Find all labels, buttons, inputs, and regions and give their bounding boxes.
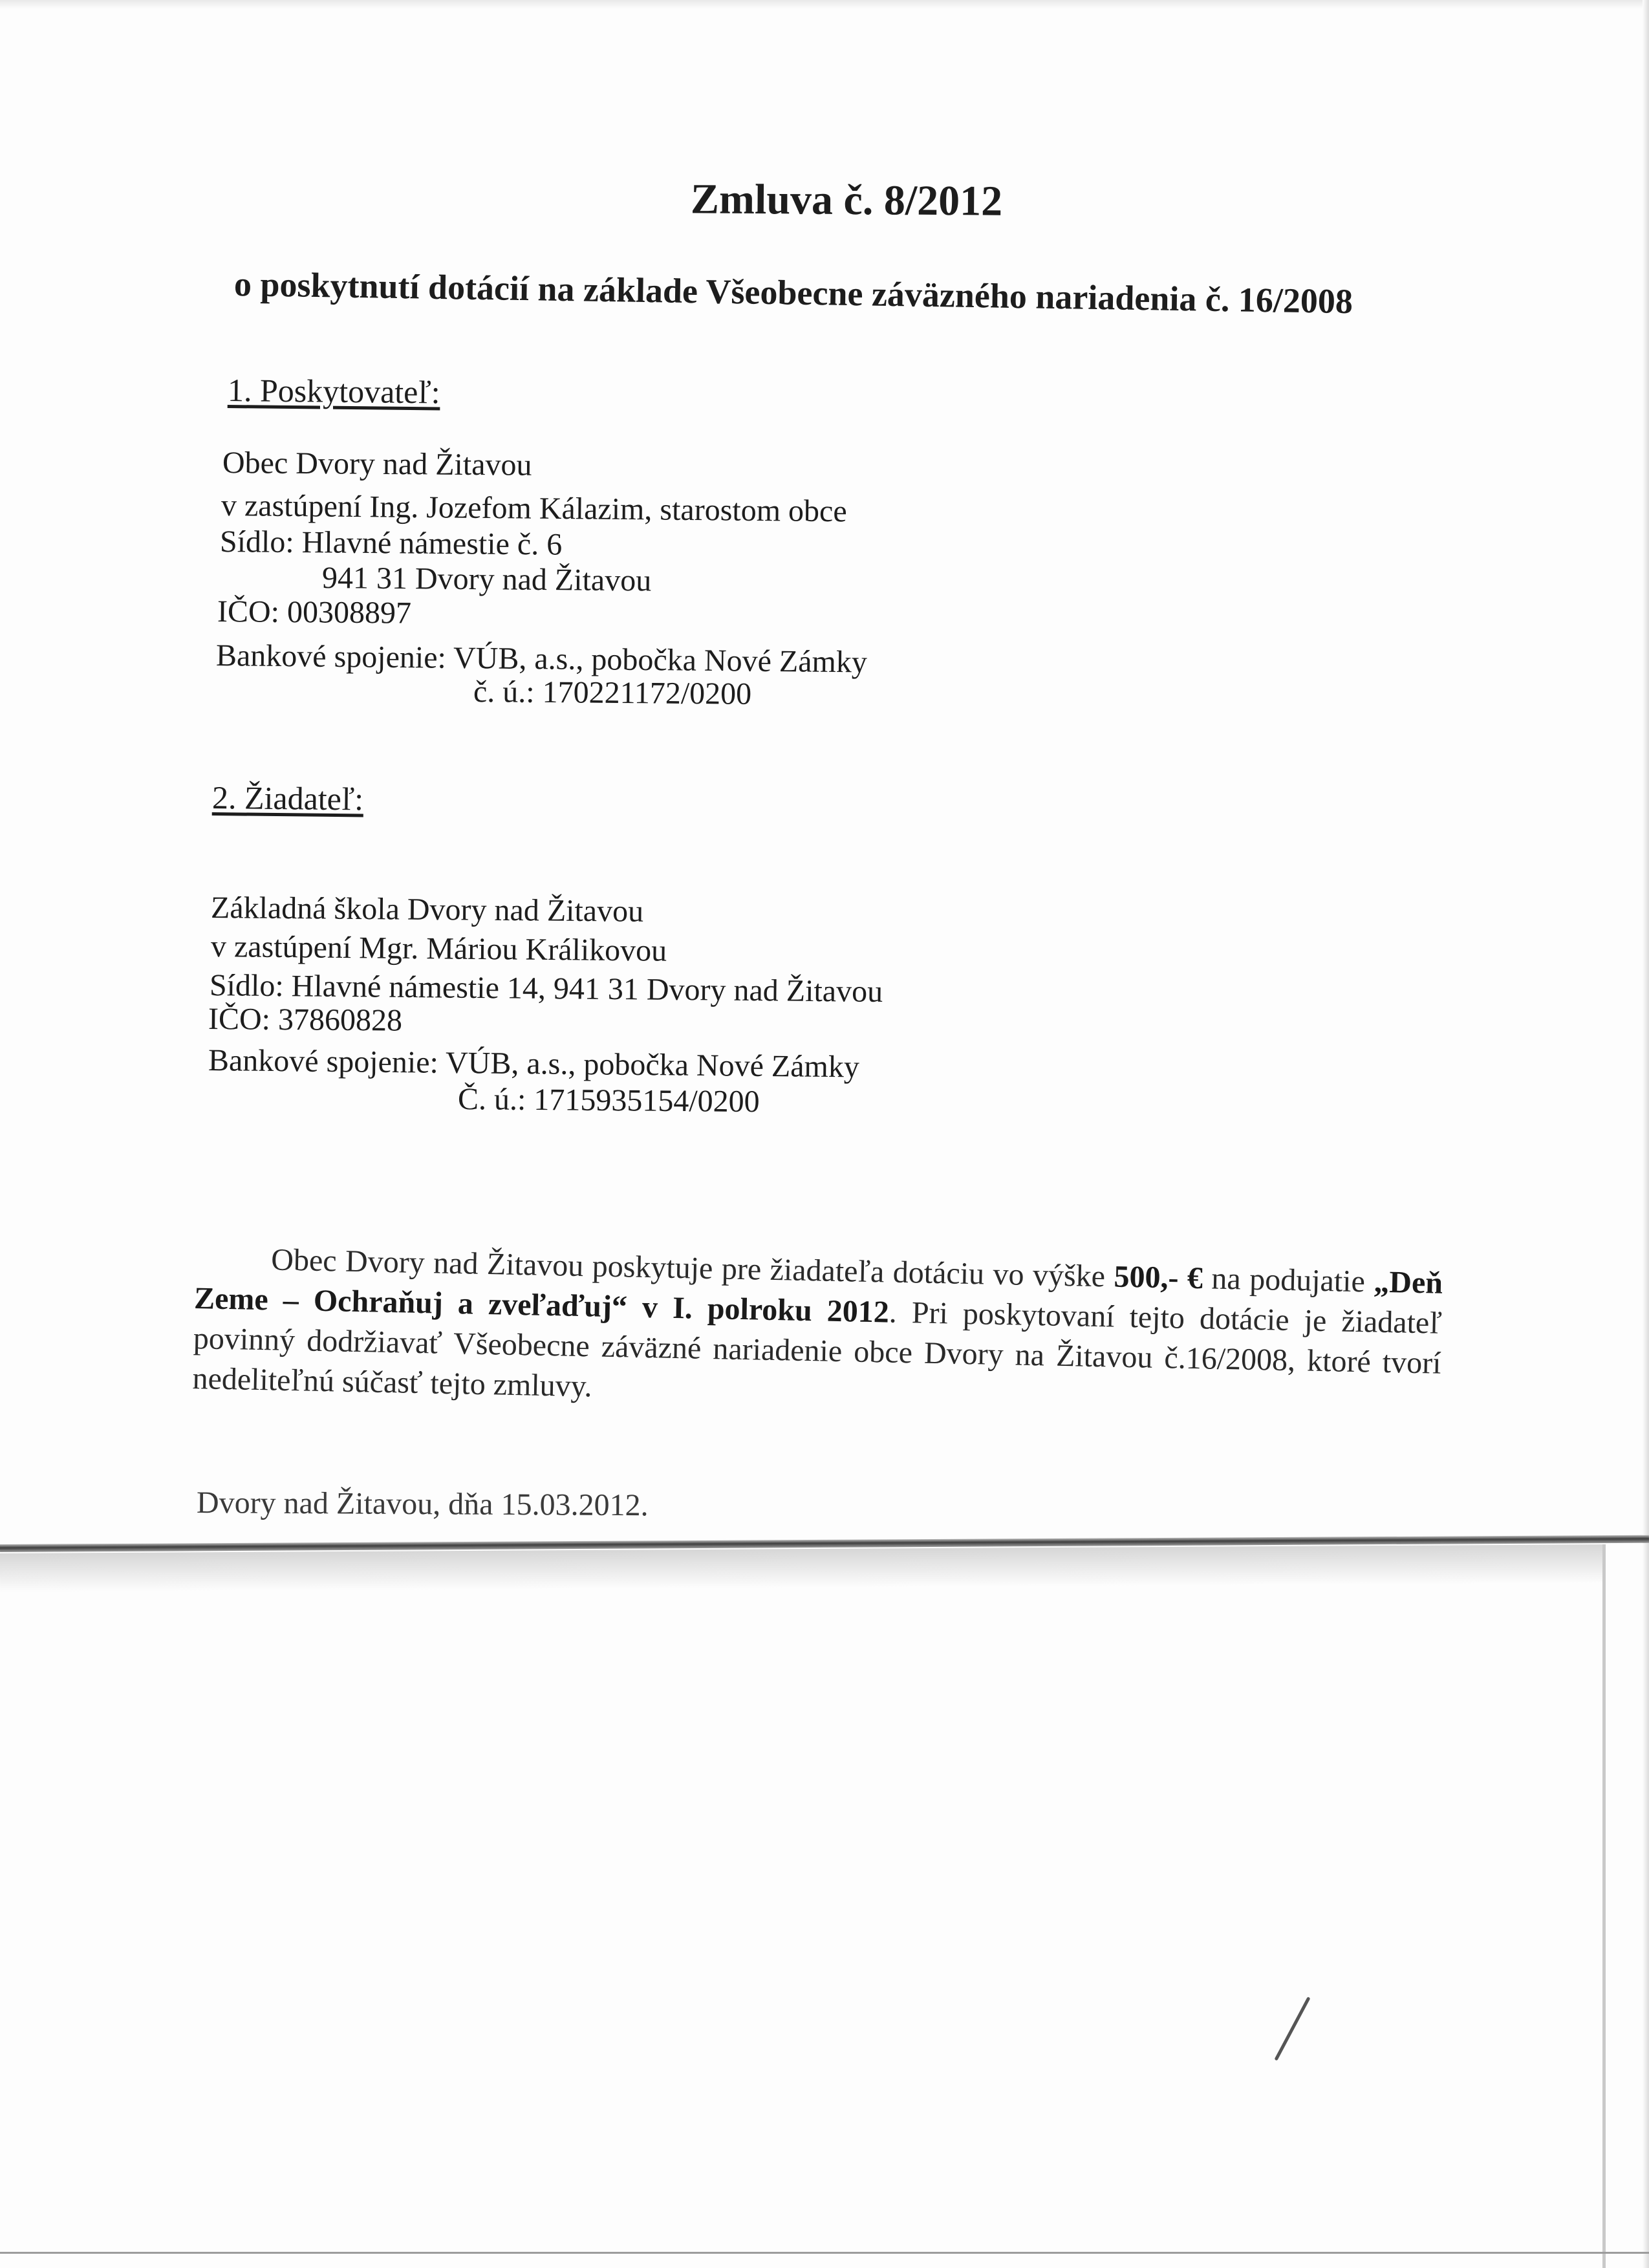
provider-bank: Bankové spojenie: VÚB, a.s., pobočka Nové Zámky <box>215 638 868 680</box>
applicant-bank: Bankové spojenie: VÚB, a.s., pobočka Nové Zámky <box>208 1043 860 1085</box>
page-fold-shadow <box>0 1544 1604 1592</box>
provider-postcode-city: 941 31 Dvory nad Žitavou <box>321 561 652 598</box>
scan-bottom-line <box>0 2252 1649 2254</box>
paragraph-part-1: Obec Dvory nad Žitavou poskytuje pre žiadateľa dotáciu vo výške <box>270 1242 1115 1294</box>
scan-right-edge <box>1643 0 1649 2268</box>
applicant-representative: v zastúpení Mgr. Máriou Králikovou <box>210 929 667 968</box>
place-and-date: Dvory nad Žitavou, dňa 15.03.2012. <box>196 1485 649 1523</box>
provider-account: č. ú.: 170221172/0200 <box>473 675 752 711</box>
paragraph-part-3: . Pri poskytovaní tejto dotácie je žiadateľ povinný dodržiavať Všeobecne záväzné nariadenie obce Dvory na Žitavou č.16/2008, ktoré tvorí nedeliteľnú súčasť tejto zmluvy. <box>192 1295 1443 1404</box>
page-fold-edge <box>1602 1544 1606 2268</box>
contract-title: Zmluva č. 8/2012 <box>690 175 1003 225</box>
grant-amount: 500,- € <box>1113 1259 1203 1296</box>
scan-top-edge <box>0 0 1649 9</box>
grant-paragraph <box>192 1238 1443 1424</box>
provider-heading: 1. Poskytovateľ: <box>227 372 440 411</box>
paragraph-part-2: na podujatie <box>1202 1261 1374 1299</box>
provider-representative: v zastúpení Ing. Jozefom Kálazim, starostom obce <box>221 488 847 529</box>
provider-name: Obec Dvory nad Žitavou <box>222 446 532 482</box>
applicant-name: Základná škola Dvory nad Žitavou <box>210 891 644 929</box>
applicant-account: Č. ú.: 1715935154/0200 <box>457 1082 760 1119</box>
pen-stroke-mark <box>1274 1996 1310 2060</box>
provider-address: Sídlo: Hlavné námestie č. 6 <box>219 524 563 562</box>
event-name: „Deň Zeme – Ochraňuj a zveľaďuj“ v I. polroku 2012 <box>193 1264 1443 1330</box>
provider-ico: IČO: 00308897 <box>217 594 412 631</box>
applicant-heading: 2. Žiadateľ: <box>211 779 364 817</box>
contract-subtitle: o poskytnutí dotácií na základe Všeobecne záväzného nariadenia č. 16/2008 <box>233 265 1353 321</box>
applicant-ico: IČO: 37860828 <box>208 1002 403 1038</box>
applicant-address: Sídlo: Hlavné námestie 14, 941 31 Dvory nad Žitavou <box>209 968 883 1009</box>
